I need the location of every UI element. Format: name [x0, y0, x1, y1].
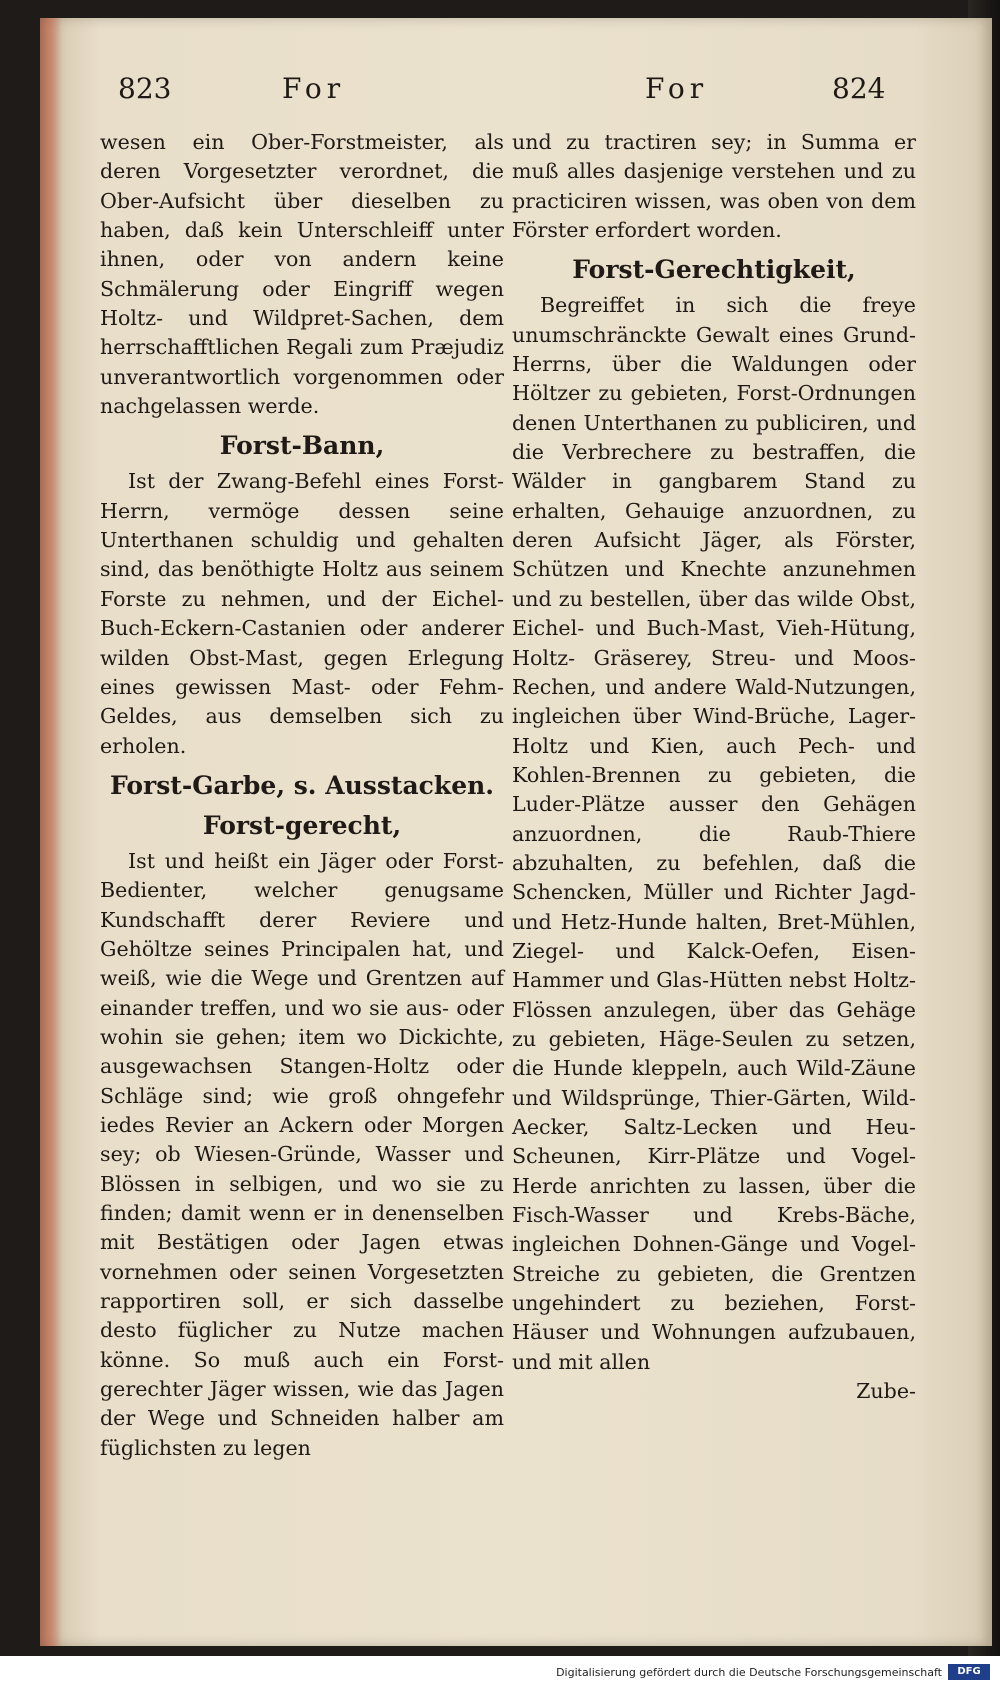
running-head-right: For [645, 72, 709, 105]
right-column [512, 128, 916, 1406]
dfg-logo: DFG [948, 1664, 990, 1680]
headword-forst-bann: Forst-Bann, [219, 431, 385, 461]
page-number-left: 823 [118, 72, 172, 105]
left-paragraph-2: Ist der Zwang-Befehl eines Forst-Herrn, vermöge dessen seine Unterthanen schuldig und gehalten sind, das benöthigte Holtz aus seinem Forste zu nehmen, und der Eichel-Buch-Eckern-Castanien oder anderer wilden Obst-Mast, gegen Erlegung eines gewissen Mast- oder Fehm-Geldes, aus demselben sich zu erholen. [100, 469, 504, 758]
page-edge-shadow [40, 18, 62, 1646]
left-column [100, 128, 504, 1463]
headword-forst-gerecht: Forst-gerecht, [202, 810, 402, 840]
left-paragraph-3: Ist und heißt ein Jäger oder Forst-Bedienter, welcher genugsame Kundschafft derer Reviere und Gehöltze seines Principalen hat, und weiß, wie die Wege und Grentzen auf einander treffen, und wo sie aus- oder wohin sie gehen; item wo Dickichte, ausgewachsen Stangen-Holtz oder Schläge sind; wie groß ohngefehr iedes Revier an Ackern oder Morgen sey; ob Wiesen-Gründe, Wasser und Blössen in selbigen, und wo sie zu finden; damit wenn er in denenselben mit Bestätigen oder Jagen etwas vornehmen oder seinen Vorgesetzten rapportiren soll, er sich dasselbe desto füglicher zu Nutze machen könne. So muß auch ein Forst-gerechter Jäger wissen, wie das Jagen der Wege und Schneiden halber am füglichsten zu legen [100, 848, 504, 1460]
running-head-left: For [282, 72, 346, 105]
left-paragraph-1: wesen ein Ober-Forstmeister, als deren Vorgesetzter verordnet, die Ober-Aufsicht über dieselben zu haben, daß kein Unterschleiff unter ihnen, oder von andern keine Schmälerung oder Eingriff wegen Holtz- und Wildpret-Sachen, dem herrschafftlichen Regali zum Præjudiz unverantwortlich vorgenommen oder nachgelassen werde. [100, 130, 504, 419]
digitization-footer [0, 1656, 1000, 1692]
catchword: Zube- [856, 1379, 916, 1404]
page-number-right: 824 [832, 72, 886, 105]
right-paragraph-2: Begreiffet in sich die freye unumschränckte Gewalt eines Grund-Herrns, über die Waldungen oder Höltzer zu gebieten, Forst-Ordnungen denen Unterthanen zu publiciren, und die Verbrechere zu bestraffen, die Wälder in gangbarem Stand zu erhalten, Gehauige anzuordnen, zu deren Aufsicht Jäger, als Förster, Schützen und Knechte anzunehmen und zu bestellen, über das wilde Obst, Eichel- und Buch-Mast, Vieh-Hütung, Holtz- Gräserey, Streu- und Moos-Rechen, und andere Wald-Nutzungen, ingleichen über Wind-Brüche, Lager-Holtz und Kien, auch Pech- und Kohlen-Brennen zu gebieten, die Luder-Plätze ausser den Gehägen anzuordnen, die Raub-Thiere abzuhalten, zu befehlen, daß die Schencken, Müller und Richter Jagd- und Hetz-Hunde halten, Bret-Mühlen, Ziegel- und Kalck-Oefen, Eisen-Hammer und Glas-Hütten nebst Holtz-Flössen anzulegen, über das Gehäge zu gebieten, Häge-Seulen zu setzen, die Hunde kleppeln, auch Wild-Zäune und Wildsprünge, Thier-Gärten, Wild-Aecker, Saltz-Lecken und Heu-Scheunen, Kirr-Plätze und Vogel-Herde anrichten zu lassen, über die Fisch-Wasser und Krebs-Bäche, ingleichen Dohnen-Gänge und Vogel-Streiche zu gebieten, die Grentzen ungehindert zu beziehen, Forst-Häuser und Wohnungen aufzubauen, und mit allen [512, 293, 916, 1374]
right-paragraph-1: und zu tractiren sey; in Summa er muß alles dasjenige verstehen und zu practiciren wissen, was oben von dem Förster erfordert worden. [512, 130, 916, 243]
funding-credit: Digitalisierung gefördert durch die Deutsche Forschungsgemeinschaft [556, 1666, 942, 1679]
headword-forst-garbe: Forst-Garbe, s. Ausstacken. [109, 770, 495, 800]
headword-forst-gerechtigkeit: Forst-Gerechtigkeit, [572, 255, 856, 285]
